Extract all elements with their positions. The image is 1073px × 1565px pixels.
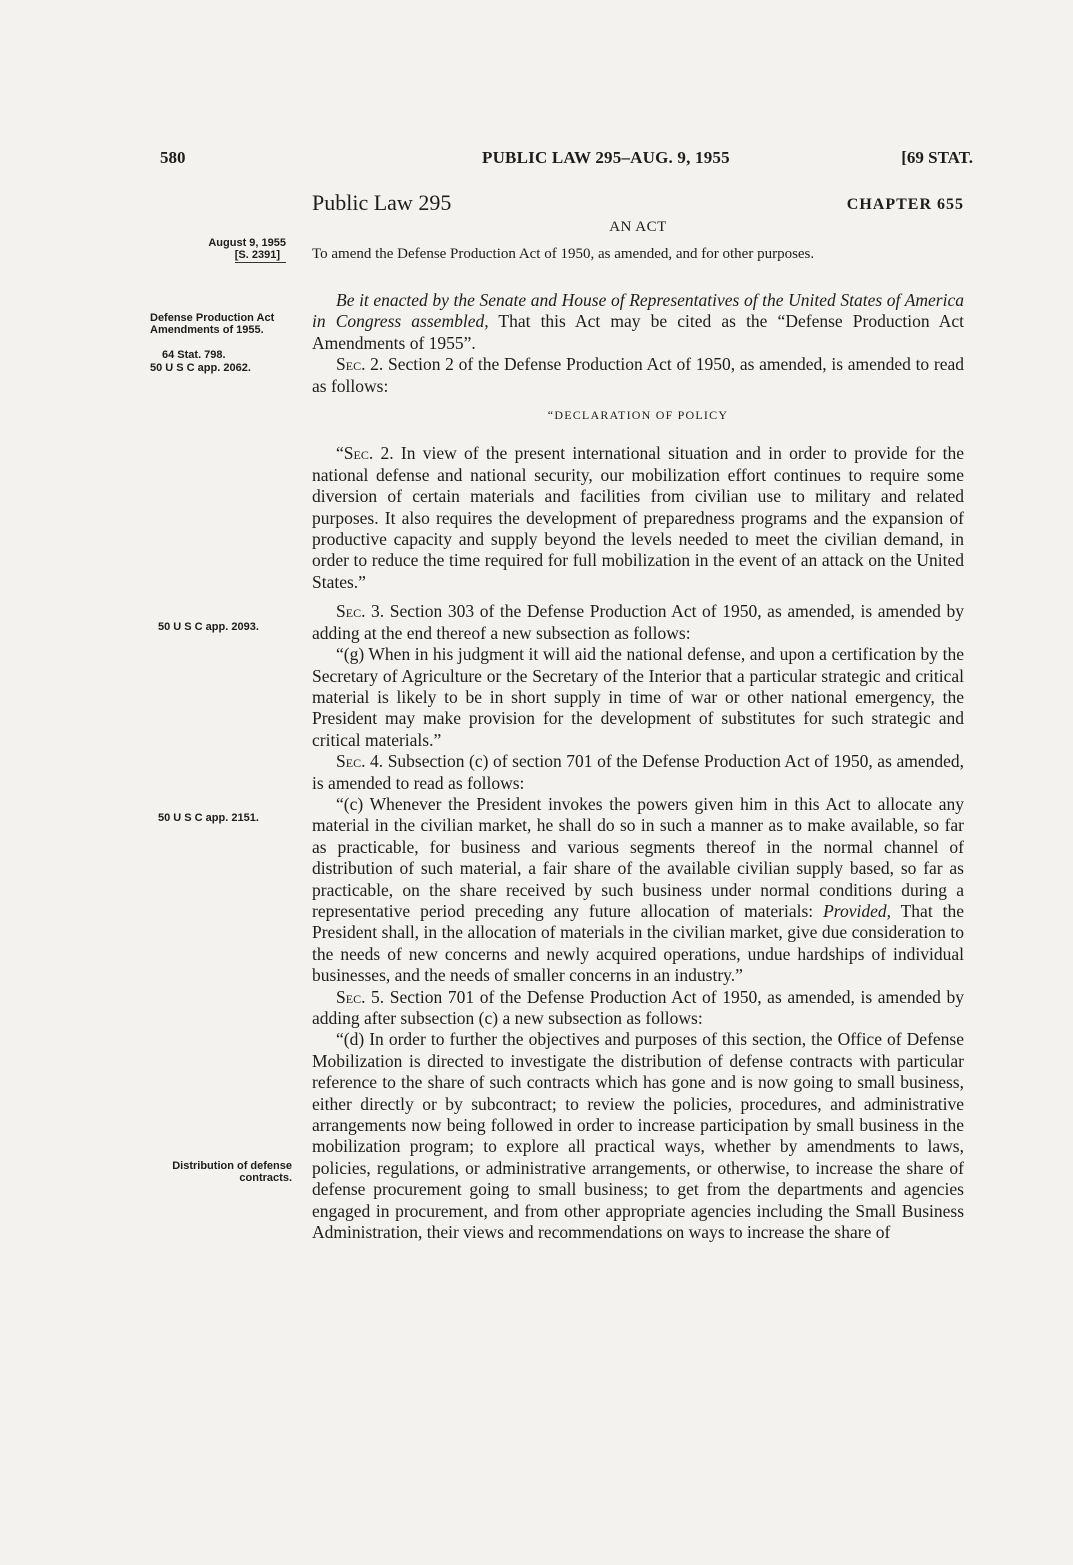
subsection-d: “(d) In order to further the objectives and purposes of this section, the Office of Defense Mobilization is directed to investigate the distribution of defense contracts with particular reference to the share of such contracts which has gone and is now going to small business, either directly or by subcontract; to review the policies, procedures, and administrative arrangements now being followed in order to increase participation by small business in the mobilization program; to explore all practical ways, whether by amendments to laws, policies, regulations, or administrative arrangements, or otherwise, to increase the share of defense procurement going to small business; to get from the departments and agencies engaged in procurement, and from other appropriate agencies including the Small Business Administration, their views and recommendations on ways to increase the share of bbox=[312, 1029, 964, 1243]
policy-section: “Sec. 2. In view of the present international situation and in order to provide for the national defense and national security, our mobilization effort continues to require some diversion of certain materials and facilities from civilian use to military and related purposes. It also requires the development of preparedness programs and the expansion of productive capacity and supply beyond the levels needed to meet the civilian demand, in order to reduce the time required for full mobilization in the event of an attack on the United States.” bbox=[312, 443, 964, 592]
chapter-number: CHAPTER 655 bbox=[846, 196, 964, 213]
subsection-c: “(c) Whenever the President invokes the powers given him in this Act to allocate any material in the civilian market, he shall do so in such a manner as to make available, so far as practicable, for business and various segments thereof in the normal channel of distribution of such material, a fair share of the available civilian supply based, so far as practicable, on the share received by such business under normal conditions during a representative period preceding any future allocation of materials: Provided, That the President shall, in the allocation of materials in the civilian market, give due consideration to the needs of new concerns and newly acquired operations, undue hardships of individual businesses, and the needs of smaller concerns in an industry.” bbox=[312, 793, 965, 986]
running-head: PUBLIC LAW 295–AUG. 9, 1955 bbox=[482, 148, 730, 167]
act-purpose: To amend the Defense Production Act of 1950, as amended, and for other purposes. bbox=[312, 246, 815, 262]
margin-note-cite-64-stat: 64 Stat. 798. bbox=[162, 349, 226, 361]
margin-note-short-title: Defense Production Act Amendments of 1955. bbox=[150, 312, 275, 336]
margin-note-cite-2093: 50 U S C app. 2093. bbox=[158, 621, 259, 633]
declaration-of-policy-heading: “DECLARATION OF POLICY bbox=[547, 408, 729, 423]
public-law-number: Public Law 295 bbox=[312, 190, 452, 215]
section-3: Sec. 3. Section 303 of the Defense Production Act of 1950, as amended, is amended by adding at the end thereof a new subsection as follows: bbox=[312, 601, 964, 643]
subsection-g: “(g) When in his judgment it will aid the national defense, and upon a certification by the Secretary of Agriculture or the Secretary of the Interior that a particular strategic and critical material is likely to be in short supply in time of war or other national emergency, the President may make provision for the development of substitutes for such strategic and critical materials.” bbox=[312, 644, 964, 750]
section-4: Sec. 4. Subsection (c) of section 701 of the Defense Production Act of 1950, as amended, is amended to read as follows: bbox=[312, 751, 964, 793]
enacting-clause: Be it enacted by the Senate and House of Representatives of the United States of America in Congress assembled, That this Act may be cited as the “Defense Production Act Amendments of 1955”. bbox=[312, 290, 964, 353]
title-row bbox=[312, 190, 964, 216]
act-body bbox=[312, 290, 964, 1243]
margin-note-cite-2062: 50 U S C app. 2062. bbox=[150, 362, 251, 374]
margin-note-distribution: Distribution of defense contracts. bbox=[172, 1160, 292, 1184]
margin-note-cite-2151: 50 U S C app. 2151. bbox=[158, 812, 259, 824]
margin-note-date: August 9, 1955 [S. 2391] bbox=[208, 237, 286, 261]
volume-reference: [69 STAT. bbox=[901, 148, 973, 167]
section-2: Sec. 2. Section 2 of the Defense Production Act of 1950, as amended, is amended to read as follows: bbox=[312, 354, 964, 396]
section-5: Sec. 5. Section 701 of the Defense Production Act of 1950, as amended, is amended by adding after subsection (c) a new subsection as follows: bbox=[312, 986, 964, 1028]
page-number: 580 bbox=[160, 148, 186, 167]
an-act-heading: AN ACT bbox=[609, 219, 667, 235]
